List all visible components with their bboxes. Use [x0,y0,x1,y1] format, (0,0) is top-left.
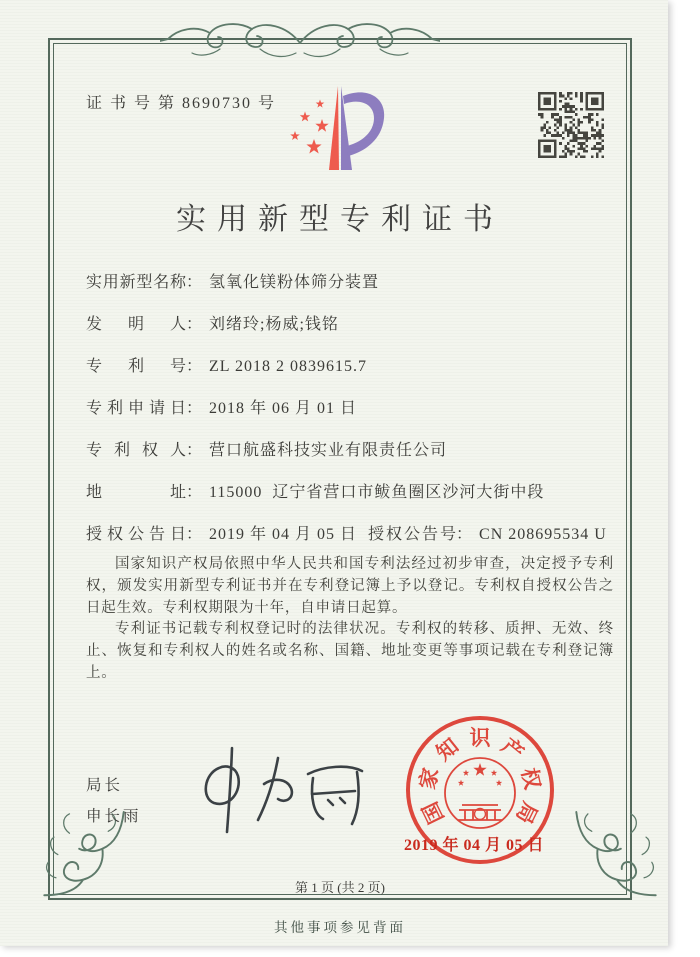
handwritten-signature-icon [188,740,378,840]
svg-text:国: 国 [417,798,449,828]
qr-code-icon [538,92,604,158]
field-row-address [86,482,616,504]
grant-date-label: 授权公告日 [86,526,186,543]
commissioner-title: 局长 [86,777,124,794]
field-label: 实用新型名称 [86,274,186,291]
seal-ring-text [415,726,545,827]
field-colon: ： [186,484,203,501]
svg-text:知: 知 [431,733,464,766]
field-colon: ： [186,316,203,333]
field-label: 专利号 [86,358,186,375]
seal-date: 2019 年 04 月 05 日 [404,837,545,854]
commissioner-name: 申长雨 [86,808,142,825]
field-value: 2018 年 06 月 01 日 [209,400,358,417]
field-value: 氢氧化镁粉体筛分装置 [209,274,380,291]
field-value: ZL 2018 2 0839615.7 [209,358,367,375]
legal-paragraph-1: 国家知识产权局依照中华人民共和国专利法经过初步审查，决定授予专利权，颁发实用新型专利证书并在专利登记簿上予以登记。专利权自授权公告之日起生效。专利权期限为十年，自申请日起算。 [86,556,614,616]
field-row-inventors [86,314,616,336]
page-number: 第 1 页 (共 2 页) [295,880,385,895]
field-colon: ： [186,358,203,375]
field-colon: ： [186,400,203,417]
legal-paragraphs [86,554,614,685]
patent-fields [86,272,616,566]
grant-no-value: CN 208695534 U [479,526,607,543]
logo-stars-icon [290,100,329,154]
field-row-filing-date [86,398,616,420]
border-flourish-top-icon [160,17,440,63]
svg-text:产: 产 [496,733,529,766]
field-label: 专利权人 [86,442,186,459]
certificate-title: 实用新型专利证书 [176,203,504,236]
grant-no-label: 授权公告号 [368,526,456,543]
svg-text:识: 识 [469,726,491,750]
field-label: 地址 [86,484,186,501]
svg-text:权: 权 [516,765,545,792]
field-colon: ： [186,442,203,459]
field-value: 刘绪玲;杨威;钱铭 [209,316,339,333]
field-colon: ： [186,274,203,291]
certificate-number: 证 书 号 第 8690730 号 [86,95,277,112]
field-value: 营口航盛科技实业有限责任公司 [209,442,448,459]
back-side-note: 其他事项参见背面 [274,920,406,935]
field-value: 115000 辽宁省营口市鲅鱼圈区沙河大街中段 [209,484,545,501]
field-colon: ： [186,526,203,543]
national-emblem-icon [445,758,515,828]
grant-date-value: 2019 年 04 月 05 日 [209,526,358,543]
field-row-patentee [86,440,616,462]
field-row-grant [86,524,616,546]
field-row-patent-no [86,356,616,378]
svg-text:家: 家 [415,765,444,792]
field-colon: ： [456,526,473,543]
svg-text:局: 局 [511,798,543,828]
cnipa-patent-logo-icon [286,84,390,174]
field-row-name [86,272,616,294]
legal-paragraph-2: 专利证书记载专利权登记时的法律状况。专利权的转移、质押、无效、终止、恢复和专利权人的姓名或名称、国籍、地址变更等事项记载在专利登记簿上。 [86,621,614,681]
field-label: 发明人 [86,316,186,333]
commissioner-block [86,770,142,832]
field-label: 专利申请日 [86,400,186,417]
